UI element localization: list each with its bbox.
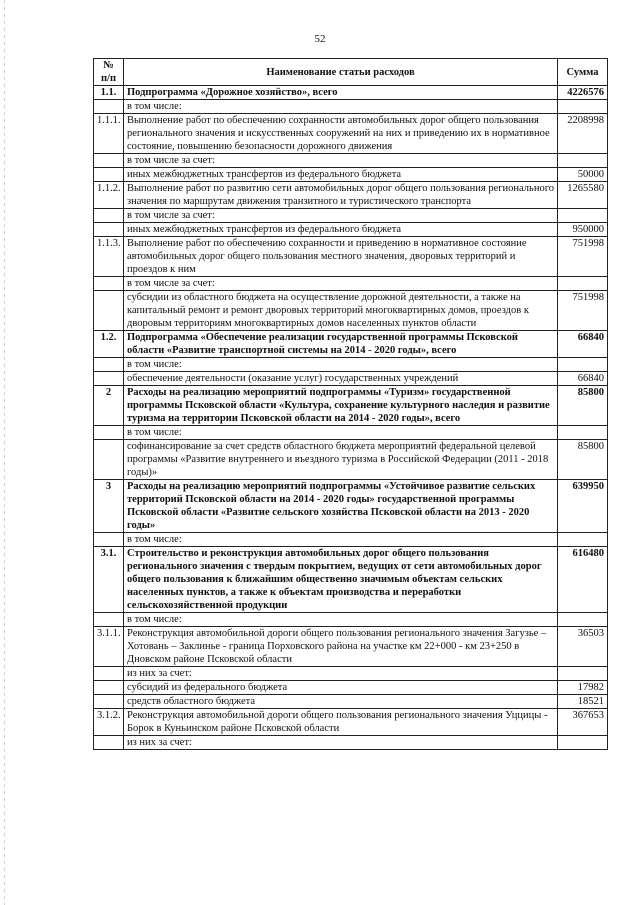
table-row	[94, 681, 608, 695]
row-sum	[558, 667, 608, 681]
table-row	[94, 533, 608, 547]
table-row	[94, 168, 608, 182]
row-name: из них за счет:	[124, 736, 558, 750]
row-number	[94, 358, 124, 372]
row-number: 1.2.	[94, 331, 124, 358]
row-name: в том числе за счет:	[124, 154, 558, 168]
table-row	[94, 277, 608, 291]
row-name: субсидий из федерального бюджета	[124, 681, 558, 695]
row-name: Реконструкция автомобильной дороги общего пользования регионального значения Загузье – Хотовань – Заклинье - граница Порховского района на участке км 22+000 - км 23+250 в Дновском районе Псковской области	[124, 627, 558, 667]
row-sum: 85800	[558, 440, 608, 480]
table-row	[94, 223, 608, 237]
scan-edge-artifact	[4, 0, 5, 905]
row-number	[94, 277, 124, 291]
table-row	[94, 331, 608, 358]
row-sum	[558, 209, 608, 223]
row-sum: 17982	[558, 681, 608, 695]
row-sum: 4226576	[558, 86, 608, 100]
row-name: в том числе за счет:	[124, 209, 558, 223]
row-sum	[558, 100, 608, 114]
row-number: 1.1.1.	[94, 114, 124, 154]
row-sum: 751998	[558, 291, 608, 331]
table-row	[94, 358, 608, 372]
table-row	[94, 209, 608, 223]
row-sum	[558, 358, 608, 372]
row-name: в том числе:	[124, 100, 558, 114]
row-number: 1.1.2.	[94, 182, 124, 209]
row-number: 1.1.	[94, 86, 124, 100]
table-row	[94, 182, 608, 209]
row-number: 1.1.3.	[94, 237, 124, 277]
row-name: в том числе:	[124, 426, 558, 440]
row-sum: 85800	[558, 386, 608, 426]
row-sum: 616480	[558, 547, 608, 613]
table-row	[94, 440, 608, 480]
row-name: в том числе:	[124, 613, 558, 627]
table-header-row	[94, 59, 608, 86]
row-sum	[558, 613, 608, 627]
row-name: субсидии из областного бюджета на осуществление дорожной деятельности, а также на капитальный ремонт и ремонт дворовых территорий многоквартирных домов, проездов к дворовым территориям многоквартирных домов населенных пунктов области	[124, 291, 558, 331]
row-name: Реконструкция автомобильной дороги общего пользования регионального значения Уццицы - Борок в Куньинском районе Псковской области	[124, 709, 558, 736]
header-number-line1: №	[103, 60, 114, 71]
row-name: средств областного бюджета	[124, 695, 558, 709]
row-name: Расходы на реализацию мероприятий подпрограммы «Туризм» государственной программы Псковской области «Культура, сохранение культурного наследия и развитие туризма на территории Псковской области на 2014 - 2020 годы», всего	[124, 386, 558, 426]
row-number: 3.1.1.	[94, 627, 124, 667]
row-sum: 66840	[558, 331, 608, 358]
header-sum: Сумма	[558, 59, 608, 86]
table-row	[94, 667, 608, 681]
row-number	[94, 613, 124, 627]
row-name: из них за счет:	[124, 667, 558, 681]
row-number	[94, 154, 124, 168]
row-sum: 367653	[558, 709, 608, 736]
row-name: Подпрограмма «Дорожное хозяйство», всего	[124, 86, 558, 100]
row-sum: 751998	[558, 237, 608, 277]
row-sum: 950000	[558, 223, 608, 237]
row-name: обеспечение деятельности (оказание услуг) государственных учреждений	[124, 372, 558, 386]
row-number	[94, 100, 124, 114]
row-number	[94, 223, 124, 237]
row-name: в том числе:	[124, 358, 558, 372]
row-number	[94, 667, 124, 681]
table-row	[94, 386, 608, 426]
row-number	[94, 533, 124, 547]
row-number	[94, 291, 124, 331]
row-name: Выполнение работ по обеспечению сохранности и приведению в нормативное состояние автомобильных дорог общего пользования местного значения, дворовых территорий и проездов к ним	[124, 237, 558, 277]
row-name: в том числе за счет:	[124, 277, 558, 291]
row-number	[94, 736, 124, 750]
row-sum: 2208998	[558, 114, 608, 154]
expense-table	[93, 58, 608, 750]
row-sum	[558, 426, 608, 440]
row-name: Выполнение работ по обеспечению сохранности автомобильных дорог общего пользования регионального значения и искусственных сооружений на них и приведению их в нормативное состояние, повышению безопасности дорожного движения	[124, 114, 558, 154]
row-number	[94, 209, 124, 223]
row-name: иных межбюджетных трансфертов из федерального бюджета	[124, 168, 558, 182]
row-sum: 18521	[558, 695, 608, 709]
row-sum: 639950	[558, 480, 608, 533]
table-row	[94, 695, 608, 709]
row-name: софинансирование за счет средств областного бюджета мероприятий федеральной целевой программы «Развитие внутреннего и въездного туризма в Российской Федерации (2011 - 2018 годы)»	[124, 440, 558, 480]
table-row	[94, 154, 608, 168]
row-sum	[558, 154, 608, 168]
row-number: 3.1.2.	[94, 709, 124, 736]
table-row	[94, 114, 608, 154]
table-body	[94, 86, 608, 750]
row-number: 3	[94, 480, 124, 533]
row-sum	[558, 533, 608, 547]
row-sum	[558, 277, 608, 291]
table-row	[94, 291, 608, 331]
row-number: 2	[94, 386, 124, 426]
table-row	[94, 86, 608, 100]
row-sum: 50000	[558, 168, 608, 182]
row-name: иных межбюджетных трансфертов из федерального бюджета	[124, 223, 558, 237]
row-name: Выполнение работ по развитию сети автомобильных дорог общего пользования регионального значения по маршрутам движения транзитного и туристического транспорта	[124, 182, 558, 209]
table-row	[94, 613, 608, 627]
row-sum: 1265580	[558, 182, 608, 209]
table-row	[94, 237, 608, 277]
row-number	[94, 372, 124, 386]
table-row	[94, 426, 608, 440]
row-number	[94, 695, 124, 709]
table-row	[94, 627, 608, 667]
row-number	[94, 168, 124, 182]
row-sum: 36503	[558, 627, 608, 667]
table-row	[94, 480, 608, 533]
table-row	[94, 547, 608, 613]
row-name: в том числе:	[124, 533, 558, 547]
page-number: 52	[314, 33, 326, 45]
row-name: Строительство и реконструкция автомобильных дорог общего пользования регионального значения с твердым покрытием, ведущих от сети автомобильных дорог общего пользования к ближайшим общественно значимым объектам сельских населенных пунктов, а также к объектам производства и переработки сельскохозяйственной продукции	[124, 547, 558, 613]
row-number	[94, 440, 124, 480]
table-row	[94, 100, 608, 114]
row-sum: 66840	[558, 372, 608, 386]
table-row	[94, 736, 608, 750]
header-number	[94, 59, 124, 86]
table-row	[94, 709, 608, 736]
row-number: 3.1.	[94, 547, 124, 613]
row-sum	[558, 736, 608, 750]
header-name: Наименование статьи расходов	[124, 59, 558, 86]
row-name: Расходы на реализацию мероприятий подпрограммы «Устойчивое развитие сельских территорий Псковской области на 2014 - 2020 годы» государственной программы Псковской области «Развитие сельского хозяйства Псковской области на 2013 - 2020 годы»	[124, 480, 558, 533]
row-number	[94, 681, 124, 695]
row-name: Подпрограмма «Обеспечение реализации государственной программы Псковской области «Развитие транспортной системы на 2014 - 2020 годы», всего	[124, 331, 558, 358]
row-number	[94, 426, 124, 440]
header-number-line2: п/п	[100, 73, 117, 84]
table-row	[94, 372, 608, 386]
